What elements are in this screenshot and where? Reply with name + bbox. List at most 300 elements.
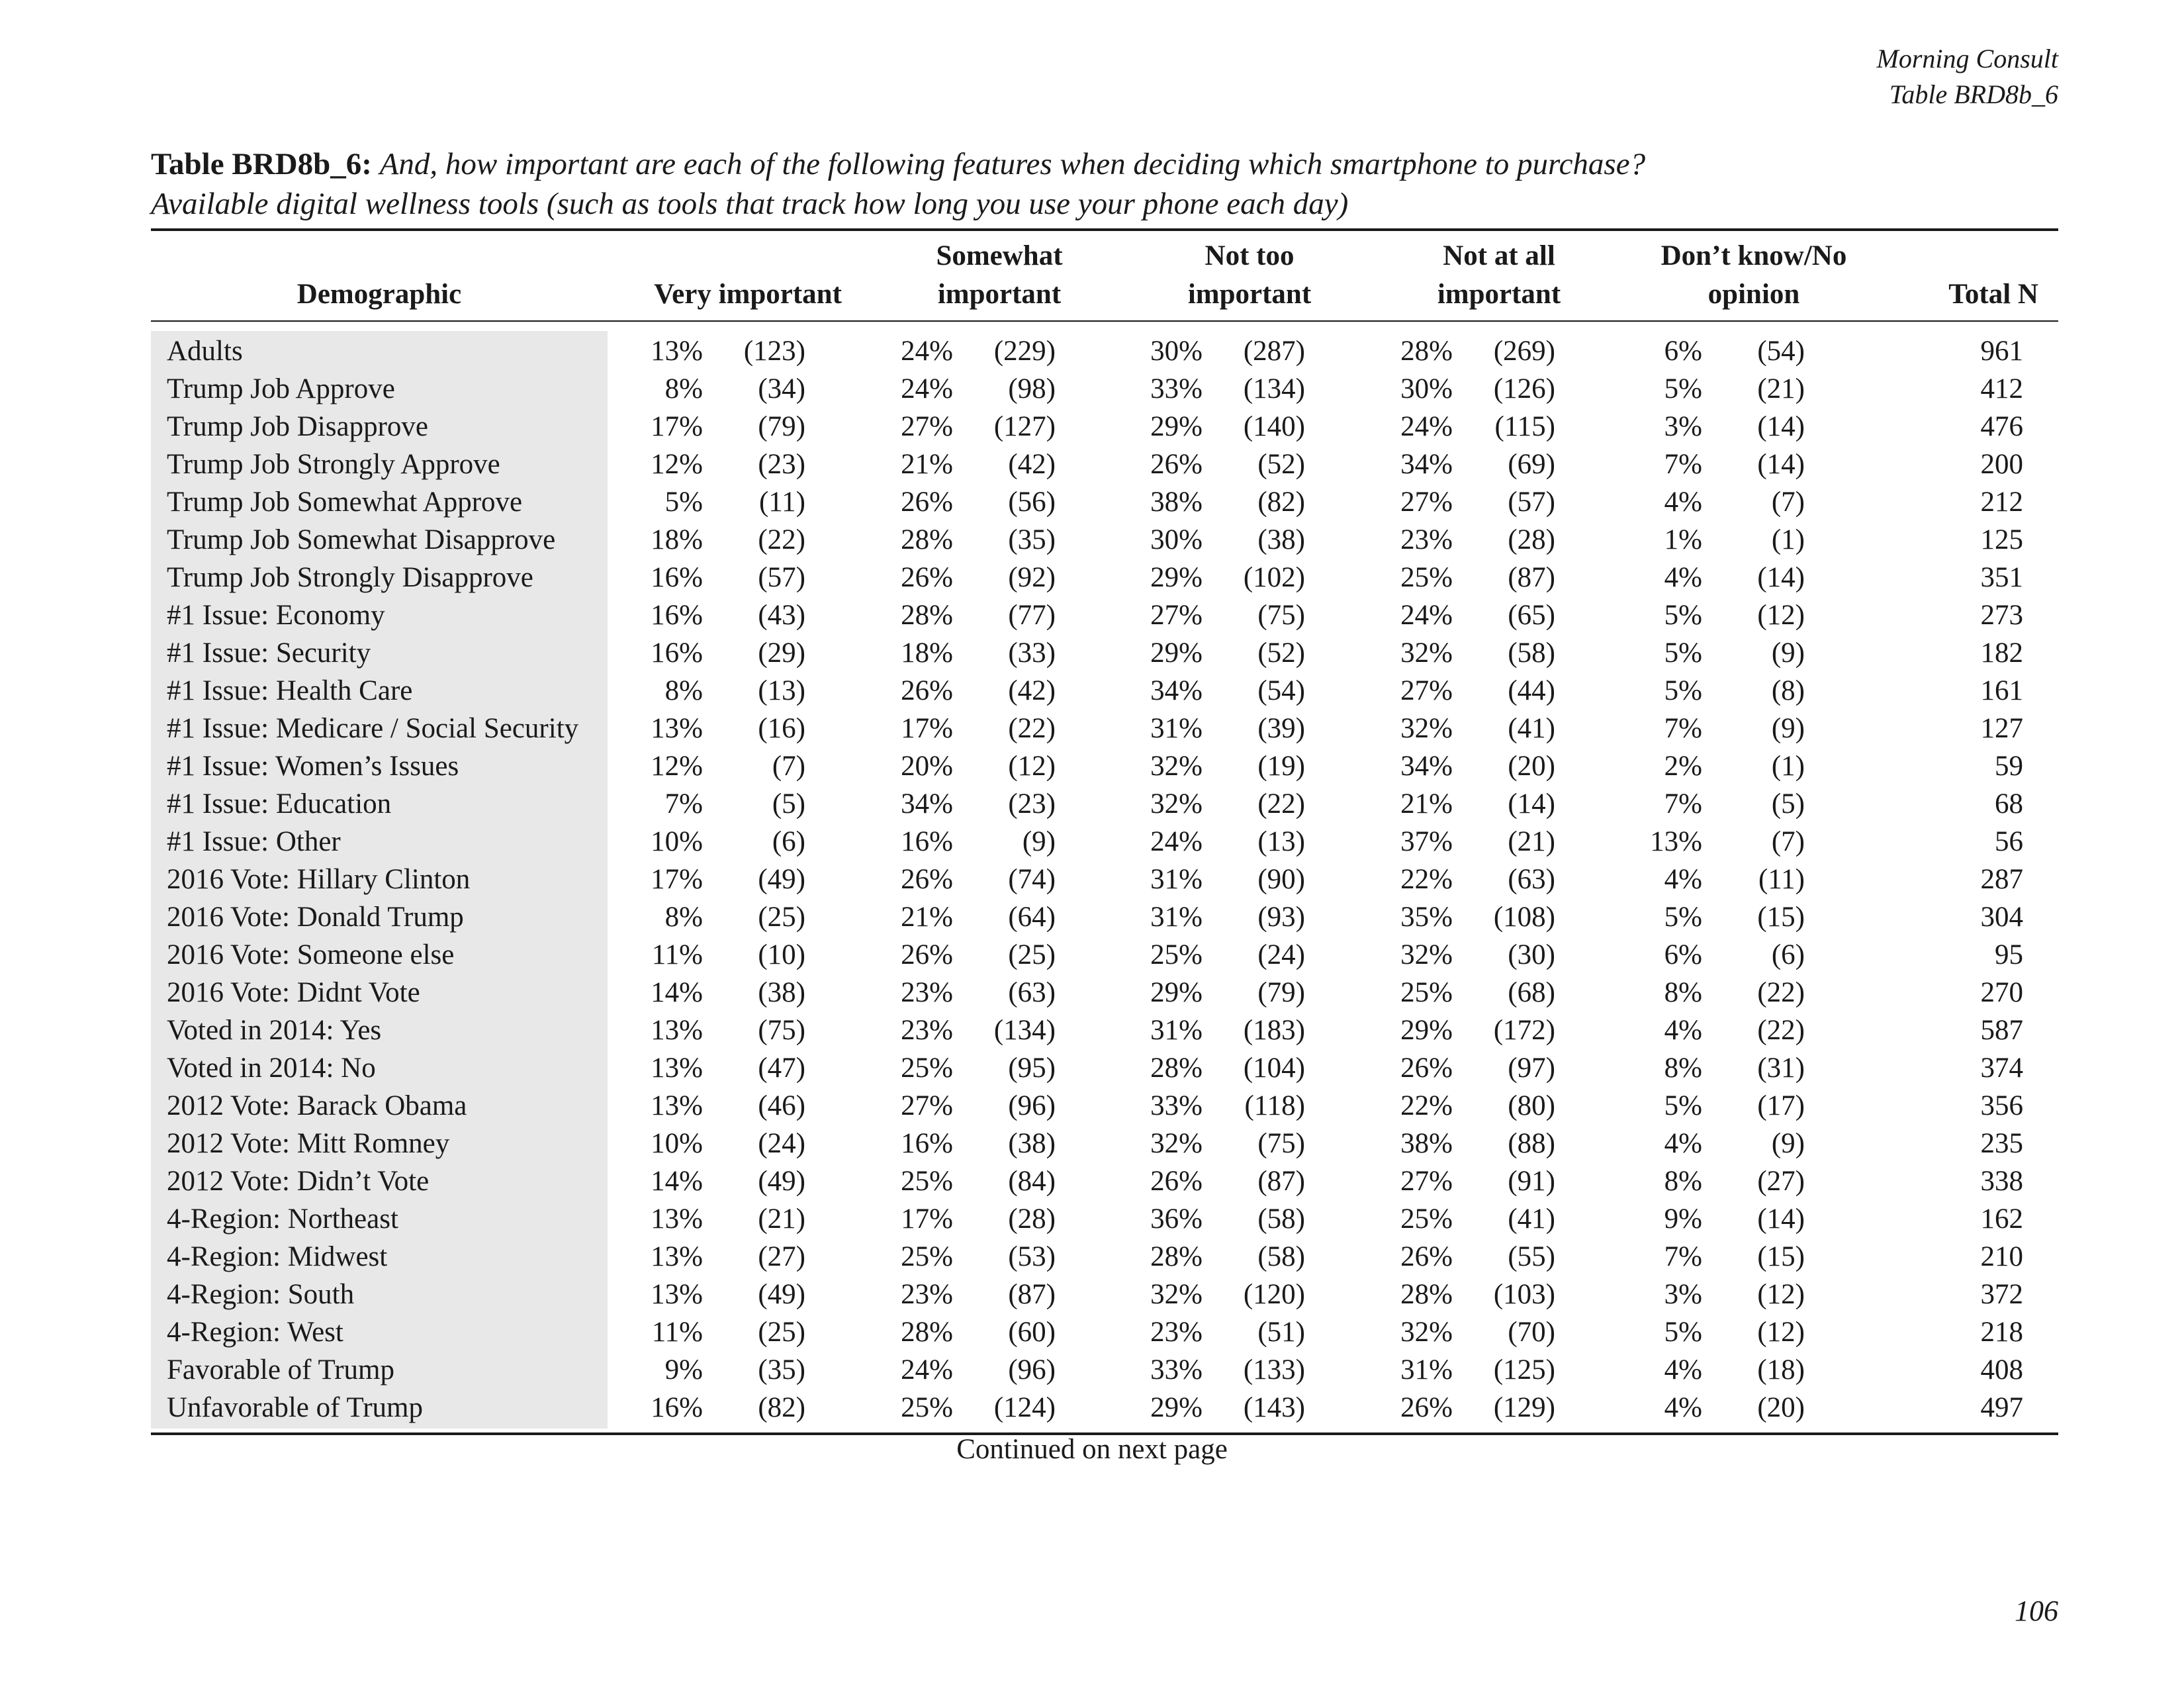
table-row (0, 408, 2184, 445)
row-percent: 25% (901, 1166, 953, 1197)
table-row (0, 710, 2184, 747)
row-percent: 27% (1400, 675, 1453, 706)
row-count: (5) (772, 788, 805, 820)
table-row (0, 370, 2184, 408)
col-header-dont-know-l2: opinion (1707, 279, 1800, 310)
row-count: (9) (1771, 637, 1805, 669)
row-percent: 27% (901, 1090, 953, 1121)
row-percent: 4% (1664, 1392, 1702, 1423)
row-percent: 5% (1664, 675, 1702, 706)
row-percent: 3% (1664, 1279, 1702, 1310)
row-label: 2016 Vote: Someone else (167, 939, 455, 970)
row-count: (38) (1257, 524, 1305, 555)
row-percent: 11% (651, 1317, 703, 1348)
col-header-dont-know (1615, 237, 1893, 314)
row-count: (79) (758, 411, 805, 442)
row-percent: 21% (901, 449, 953, 480)
col-header-somewhat-l1: Somewhat (936, 240, 1063, 271)
row-count: (43) (758, 600, 805, 631)
row-total-n: 273 (1980, 600, 2023, 631)
row-percent: 6% (1664, 336, 1702, 367)
row-count: (11) (758, 487, 805, 518)
row-label: 4-Region: South (167, 1279, 355, 1310)
row-percent: 25% (901, 1241, 953, 1272)
row-percent: 34% (1150, 675, 1203, 706)
row-count: (93) (1257, 902, 1305, 933)
row-count: (9) (1771, 1128, 1805, 1159)
row-percent: 26% (901, 562, 953, 593)
row-count: (82) (1257, 487, 1305, 518)
row-percent: 13% (651, 336, 703, 367)
row-count: (12) (1757, 1279, 1805, 1310)
row-count: (143) (1243, 1392, 1305, 1423)
row-label: #1 Issue: Health Care (167, 675, 413, 706)
row-percent: 7% (1664, 788, 1702, 820)
row-count: (82) (758, 1392, 805, 1423)
row-count: (125) (1493, 1354, 1555, 1385)
row-label: 4-Region: Northeast (167, 1203, 398, 1235)
row-count: (10) (758, 939, 805, 970)
row-label: 2016 Vote: Hillary Clinton (167, 864, 471, 895)
row-count: (64) (1008, 902, 1056, 933)
row-label: Favorable of Trump (167, 1354, 394, 1385)
row-count: (22) (758, 524, 805, 555)
row-count: (1) (1771, 751, 1805, 782)
row-count: (7) (772, 751, 805, 782)
row-count: (90) (1257, 864, 1305, 895)
table-row (0, 1049, 2184, 1087)
row-percent: 26% (1400, 1053, 1453, 1084)
row-count: (49) (758, 1166, 805, 1197)
row-count: (47) (758, 1053, 805, 1084)
row-label: 4-Region: West (167, 1317, 343, 1348)
row-count: (30) (1508, 939, 1555, 970)
row-count: (172) (1493, 1015, 1555, 1046)
row-count: (84) (1008, 1166, 1056, 1197)
row-count: (33) (1008, 637, 1056, 669)
row-percent: 30% (1400, 373, 1453, 404)
row-count: (75) (1257, 600, 1305, 631)
row-count: (7) (1771, 826, 1805, 857)
table-title-lead: Table BRD8b_6: (151, 147, 372, 181)
row-count: (92) (1008, 562, 1056, 593)
row-percent: 20% (901, 751, 953, 782)
row-total-n: 412 (1980, 373, 2023, 404)
row-total-n: 127 (1980, 713, 2023, 744)
row-count: (77) (1008, 600, 1056, 631)
row-percent: 24% (901, 373, 953, 404)
row-count: (52) (1257, 449, 1305, 480)
row-count: (28) (1008, 1203, 1056, 1235)
row-percent: 16% (651, 637, 703, 669)
row-percent: 22% (1400, 864, 1453, 895)
row-percent: 12% (651, 449, 703, 480)
row-percent: 16% (651, 1392, 703, 1423)
row-count: (16) (758, 713, 805, 744)
row-count: (98) (1008, 373, 1056, 404)
row-total-n: 200 (1980, 449, 2023, 480)
row-count: (58) (1257, 1203, 1305, 1235)
row-count: (103) (1493, 1279, 1555, 1310)
row-percent: 8% (664, 902, 703, 933)
row-count: (58) (1508, 637, 1555, 669)
row-percent: 25% (1400, 977, 1453, 1008)
row-total-n: 68 (1995, 788, 2023, 820)
row-count: (24) (758, 1128, 805, 1159)
row-count: (39) (1257, 713, 1305, 744)
row-percent: 26% (1400, 1241, 1453, 1272)
col-header-demographic: Demographic (296, 279, 462, 310)
row-percent: 17% (901, 1203, 953, 1235)
col-header-somewhat-l2: important (937, 279, 1062, 310)
row-count: (75) (758, 1015, 805, 1046)
row-percent: 35% (1400, 902, 1453, 933)
row-percent: 4% (1664, 487, 1702, 518)
row-percent: 8% (1664, 1053, 1702, 1084)
row-count: (68) (1508, 977, 1555, 1008)
row-label: #1 Issue: Security (167, 637, 371, 669)
table-row (0, 1389, 2184, 1427)
row-count: (42) (1008, 449, 1056, 480)
row-percent: 32% (1150, 1128, 1203, 1159)
row-count: (115) (1494, 411, 1555, 442)
row-label: 2012 Vote: Barack Obama (167, 1090, 467, 1121)
row-percent: 23% (901, 1015, 953, 1046)
row-label: Adults (167, 336, 243, 367)
table-row (0, 1276, 2184, 1313)
row-count: (87) (1257, 1166, 1305, 1197)
table-row (0, 898, 2184, 936)
row-percent: 23% (1400, 524, 1453, 555)
row-count: (27) (1757, 1166, 1805, 1197)
row-label: Trump Job Disapprove (167, 411, 428, 442)
row-percent: 6% (1664, 939, 1702, 970)
table-row (0, 936, 2184, 974)
row-total-n: 587 (1980, 1015, 2023, 1046)
col-header-not-at-all-l2: important (1437, 279, 1561, 310)
row-count: (13) (758, 675, 805, 706)
row-percent: 27% (1400, 1166, 1453, 1197)
row-count: (29) (758, 637, 805, 669)
row-percent: 1% (1664, 524, 1702, 555)
row-percent: 27% (1150, 600, 1203, 631)
row-count: (102) (1243, 562, 1305, 593)
row-count: (6) (1771, 939, 1805, 970)
row-total-n: 497 (1980, 1392, 2023, 1423)
row-total-n: 59 (1995, 751, 2023, 782)
row-percent: 36% (1150, 1203, 1203, 1235)
row-percent: 26% (901, 939, 953, 970)
row-percent: 17% (651, 411, 703, 442)
row-count: (12) (1757, 600, 1805, 631)
table-row (0, 1200, 2184, 1238)
col-header-not-too-l1: Not too (1205, 240, 1295, 271)
row-count: (5) (1771, 788, 1805, 820)
row-count: (41) (1508, 1203, 1555, 1235)
row-count: (57) (758, 562, 805, 593)
row-count: (55) (1508, 1241, 1555, 1272)
row-total-n: 56 (1995, 826, 2023, 857)
row-label: 2016 Vote: Donald Trump (167, 902, 464, 933)
row-percent: 18% (651, 524, 703, 555)
row-percent: 5% (1664, 1090, 1702, 1121)
table-row (0, 596, 2184, 634)
row-percent: 26% (901, 675, 953, 706)
row-percent: 25% (901, 1392, 953, 1423)
row-percent: 29% (1150, 411, 1203, 442)
row-count: (20) (1508, 751, 1555, 782)
row-count: (79) (1257, 977, 1305, 1008)
row-count: (21) (758, 1203, 805, 1235)
row-count: (54) (1757, 336, 1805, 367)
row-percent: 3% (1664, 411, 1702, 442)
row-label: 4-Region: Midwest (167, 1241, 388, 1272)
row-count: (134) (1243, 373, 1305, 404)
row-percent: 33% (1150, 1354, 1203, 1385)
row-count: (65) (1508, 600, 1555, 631)
row-count: (31) (1757, 1053, 1805, 1084)
row-percent: 14% (651, 977, 703, 1008)
row-percent: 24% (1150, 826, 1203, 857)
col-header-dont-know-l1: Don’t know/No (1661, 240, 1847, 271)
row-percent: 5% (664, 487, 703, 518)
row-count: (27) (758, 1241, 805, 1272)
row-percent: 32% (1150, 1279, 1203, 1310)
row-count: (134) (993, 1015, 1056, 1046)
col-header-not-at-all-important (1380, 237, 1618, 314)
row-count: (97) (1508, 1053, 1555, 1084)
row-percent: 13% (651, 1203, 703, 1235)
row-label: #1 Issue: Education (167, 788, 392, 820)
row-total-n: 476 (1980, 411, 2023, 442)
col-header-not-too-important (1130, 237, 1369, 314)
row-count: (38) (758, 977, 805, 1008)
table-row (0, 634, 2184, 672)
row-count: (22) (1757, 1015, 1805, 1046)
row-count: (96) (1008, 1090, 1056, 1121)
row-percent: 4% (1664, 1354, 1702, 1385)
row-percent: 10% (651, 1128, 703, 1159)
row-total-n: 338 (1980, 1166, 2023, 1197)
table-row (0, 974, 2184, 1011)
row-percent: 29% (1400, 1015, 1453, 1046)
row-percent: 13% (651, 1279, 703, 1310)
row-count: (70) (1508, 1317, 1555, 1348)
table-row (0, 785, 2184, 823)
row-percent: 8% (1664, 1166, 1702, 1197)
row-label: 2012 Vote: Mitt Romney (167, 1128, 450, 1159)
row-percent: 16% (901, 826, 953, 857)
row-count: (23) (758, 449, 805, 480)
row-percent: 25% (1150, 939, 1203, 970)
row-percent: 32% (1150, 788, 1203, 820)
row-count: (120) (1243, 1279, 1305, 1310)
table-row (0, 747, 2184, 785)
row-count: (57) (1508, 487, 1555, 518)
row-percent: 4% (1664, 562, 1702, 593)
row-count: (22) (1257, 788, 1305, 820)
row-percent: 4% (1664, 1015, 1702, 1046)
row-percent: 30% (1150, 524, 1203, 555)
row-count: (52) (1257, 637, 1305, 669)
row-count: (91) (1508, 1166, 1555, 1197)
row-percent: 7% (664, 788, 703, 820)
row-percent: 28% (1400, 336, 1453, 367)
row-count: (80) (1508, 1090, 1555, 1121)
row-count: (56) (1008, 487, 1056, 518)
row-percent: 27% (1400, 487, 1453, 518)
row-count: (49) (758, 864, 805, 895)
table-row (0, 1011, 2184, 1049)
row-count: (14) (1508, 788, 1555, 820)
row-percent: 32% (1400, 1317, 1453, 1348)
row-percent: 26% (1150, 449, 1203, 480)
row-percent: 13% (1650, 826, 1702, 857)
row-percent: 4% (1664, 864, 1702, 895)
row-label: #1 Issue: Medicare / Social Security (167, 713, 579, 744)
row-label: Trump Job Somewhat Disapprove (167, 524, 556, 555)
row-total-n: 287 (1980, 864, 2023, 895)
row-percent: 13% (651, 1053, 703, 1084)
page-number: 106 (2015, 1595, 2058, 1627)
row-percent: 11% (651, 939, 703, 970)
row-percent: 4% (1664, 1128, 1702, 1159)
row-count: (25) (1008, 939, 1056, 970)
row-percent: 18% (901, 637, 953, 669)
row-count: (1) (1771, 524, 1805, 555)
row-percent: 24% (1400, 411, 1453, 442)
row-percent: 32% (1400, 939, 1453, 970)
row-count: (126) (1493, 373, 1555, 404)
row-percent: 28% (901, 524, 953, 555)
row-percent: 8% (1664, 977, 1702, 1008)
row-percent: 26% (901, 864, 953, 895)
row-percent: 12% (651, 751, 703, 782)
row-count: (95) (1008, 1053, 1056, 1084)
table-row (0, 672, 2184, 710)
row-count: (63) (1008, 977, 1056, 1008)
row-count: (60) (1008, 1317, 1056, 1348)
row-percent: 31% (1150, 713, 1203, 744)
row-count: (54) (1257, 675, 1305, 706)
row-percent: 13% (651, 713, 703, 744)
row-percent: 17% (651, 864, 703, 895)
row-percent: 9% (664, 1354, 703, 1385)
row-percent: 29% (1150, 637, 1203, 669)
row-count: (46) (758, 1090, 805, 1121)
row-label: 2012 Vote: Didn’t Vote (167, 1166, 430, 1197)
col-header-total-n: Total N (1948, 279, 2038, 310)
row-total-n: 356 (1980, 1090, 2023, 1121)
table-row (0, 483, 2184, 521)
row-count: (14) (1757, 411, 1805, 442)
row-percent: 29% (1150, 977, 1203, 1008)
row-percent: 23% (901, 977, 953, 1008)
table-row (0, 1087, 2184, 1125)
row-label: Voted in 2014: Yes (167, 1015, 382, 1046)
row-total-n: 212 (1980, 487, 2023, 518)
row-percent: 16% (651, 600, 703, 631)
row-label: #1 Issue: Other (167, 826, 341, 857)
row-count: (23) (1008, 788, 1056, 820)
row-percent: 28% (1150, 1241, 1203, 1272)
row-count: (6) (772, 826, 805, 857)
row-percent: 38% (1400, 1128, 1453, 1159)
row-total-n: 235 (1980, 1128, 2023, 1159)
row-count: (25) (758, 902, 805, 933)
row-percent: 24% (901, 1354, 953, 1385)
row-percent: 27% (901, 411, 953, 442)
row-percent: 25% (1400, 562, 1453, 593)
table-row (0, 559, 2184, 596)
row-percent: 23% (1150, 1317, 1203, 1348)
row-percent: 24% (901, 336, 953, 367)
row-count: (22) (1008, 713, 1056, 744)
row-percent: 26% (901, 487, 953, 518)
row-percent: 28% (1150, 1053, 1203, 1084)
table-row (0, 861, 2184, 898)
row-count: (75) (1257, 1128, 1305, 1159)
row-count: (8) (1771, 675, 1805, 706)
table-row (0, 1313, 2184, 1351)
row-percent: 5% (1664, 373, 1702, 404)
row-percent: 13% (651, 1015, 703, 1046)
row-percent: 32% (1400, 637, 1453, 669)
row-count: (127) (993, 411, 1056, 442)
row-percent: 21% (1400, 788, 1453, 820)
row-count: (38) (1008, 1128, 1056, 1159)
row-percent: 8% (664, 373, 703, 404)
continued-note: Continued on next page (956, 1434, 1228, 1465)
row-count: (287) (1243, 336, 1305, 367)
row-percent: 2% (1664, 751, 1702, 782)
col-header-not-at-all-l1: Not at all (1443, 240, 1555, 271)
row-percent: 14% (651, 1166, 703, 1197)
row-count: (88) (1508, 1128, 1555, 1159)
row-count: (22) (1757, 977, 1805, 1008)
table-row (0, 1351, 2184, 1389)
table-row (0, 521, 2184, 559)
row-total-n: 95 (1995, 939, 2023, 970)
row-label: Trump Job Strongly Approve (167, 449, 500, 480)
col-header-very-important: Very important (654, 279, 842, 310)
row-count: (13) (1257, 826, 1305, 857)
row-percent: 31% (1150, 1015, 1203, 1046)
row-count: (87) (1008, 1279, 1056, 1310)
row-label: Trump Job Strongly Disapprove (167, 562, 533, 593)
table-title (151, 144, 2070, 224)
table-row (0, 1238, 2184, 1276)
row-total-n: 125 (1980, 524, 2023, 555)
row-percent: 33% (1150, 1090, 1203, 1121)
row-count: (15) (1757, 1241, 1805, 1272)
row-count: (12) (1008, 751, 1056, 782)
row-percent: 22% (1400, 1090, 1453, 1121)
row-label: #1 Issue: Women’s Issues (167, 751, 459, 782)
row-percent: 37% (1400, 826, 1453, 857)
row-count: (41) (1508, 713, 1555, 744)
row-total-n: 374 (1980, 1053, 2023, 1084)
row-percent: 34% (1400, 751, 1453, 782)
row-count: (12) (1757, 1317, 1805, 1348)
row-percent: 32% (1150, 751, 1203, 782)
row-count: (74) (1008, 864, 1056, 895)
row-percent: 33% (1150, 373, 1203, 404)
row-count: (53) (1008, 1241, 1056, 1272)
row-count: (129) (1493, 1392, 1555, 1423)
row-count: (17) (1757, 1090, 1805, 1121)
row-percent: 31% (1400, 1354, 1453, 1385)
